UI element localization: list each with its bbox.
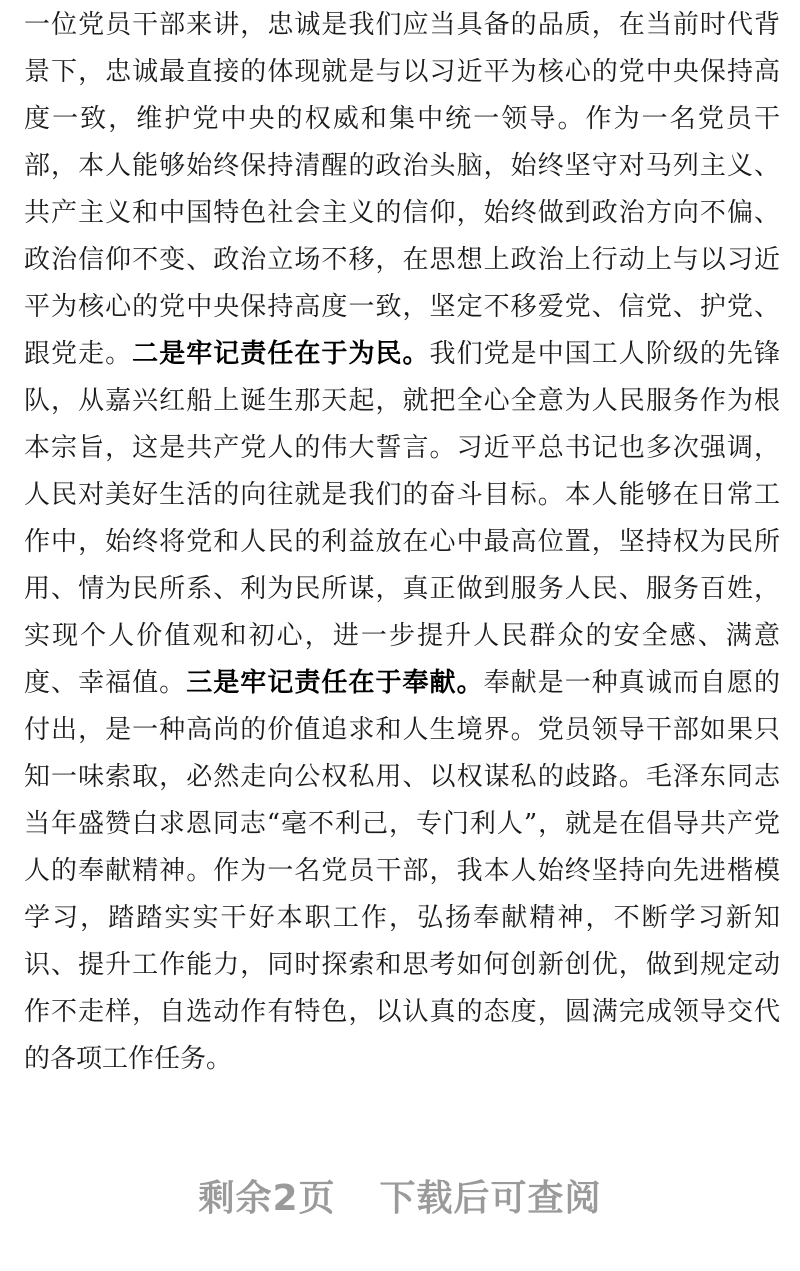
- remaining-pages-label: 剩余2页: [198, 1178, 336, 1219]
- text-line: 识、提升工作能力，同时探索和思考如何创新创优，做到规定动: [24, 950, 780, 980]
- text-line: 平为核心的党中央保持高度一致，坚定不移爱党、信党、护党、: [24, 292, 780, 322]
- text-line: 付出，是一种高尚的价值追求和人生境界。党员领导干部如果只: [24, 715, 780, 745]
- text-line: 度一致，维护党中央的权威和集中统一领导。作为一名党员干: [24, 104, 780, 134]
- bold-heading: 三是牢记责任在于奉献。: [186, 668, 484, 698]
- text-line: 的各项工作任务。: [24, 1044, 233, 1074]
- text-line: 部，本人能够始终保持清醒的政治头脑，始终坚守对马列主义、: [24, 151, 780, 181]
- text-line: 景下，忠诚最直接的体现就是与以习近平为核心的党中央保持高: [24, 57, 780, 87]
- text-line: 人的奉献精神。作为一名党员干部，我本人始终坚持向先进楷模: [24, 856, 780, 886]
- text-line: 政治信仰不变、政治立场不移，在思想上政治上行动上与以习近: [24, 245, 780, 275]
- text-line: [24, 660, 780, 707]
- text-line: [24, 331, 780, 378]
- text-run: 我们党是中国工人阶级的先锋: [429, 339, 780, 369]
- text-line: 用、情为民所系、利为民所谋，真正做到服务人民、服务百姓，: [24, 574, 780, 604]
- text-line: 队，从嘉兴红船上诞生那天起，就把全心全意为人民服务作为根: [24, 386, 780, 416]
- text-line: 当年盛赞白求恩同志“毫不利己，专门利人”，就是在倡导共产党: [24, 809, 780, 839]
- text-line: 本宗旨，这是共产党人的伟大誓言。习近平总书记也多次强调，: [24, 433, 780, 463]
- text-line: 作不走样，自选动作有特色，以认真的态度，圆满完成领导交代: [24, 997, 780, 1027]
- document-body: [24, 2, 780, 1083]
- download-to-view-label[interactable]: 下载后可查阅: [379, 1178, 602, 1219]
- text-line: 一位党员干部来讲，忠诚是我们应当具备的品质，在当前时代背: [24, 10, 780, 40]
- text-line: 作中，始终将党和人民的利益放在心中最高位置，坚持权为民所: [24, 527, 780, 557]
- text-run: 跟党走。: [24, 339, 133, 369]
- bold-heading: 二是牢记责任在于为民。: [132, 339, 430, 369]
- text-run: 奉献是一种真诚而自愿的: [483, 668, 780, 698]
- text-line: 知一味索取，必然走向公权私用、以权谋私的歧路。毛泽东同志: [24, 762, 780, 792]
- text-line: 人民对美好生活的向往就是我们的奋斗目标。本人能够在日常工: [24, 480, 780, 510]
- text-line: 实现个人价值观和初心，进一步提升人民群众的安全感、满意: [24, 621, 780, 651]
- text-line: 学习，踏踏实实干好本职工作，弘扬奉献精神，不断学习新知: [24, 903, 780, 933]
- text-line: 共产主义和中国特色社会主义的信仰，始终做到政治方向不偏、: [24, 198, 780, 228]
- text-run: 度、幸福值。: [24, 668, 187, 698]
- download-prompt[interactable]: [0, 1170, 800, 1221]
